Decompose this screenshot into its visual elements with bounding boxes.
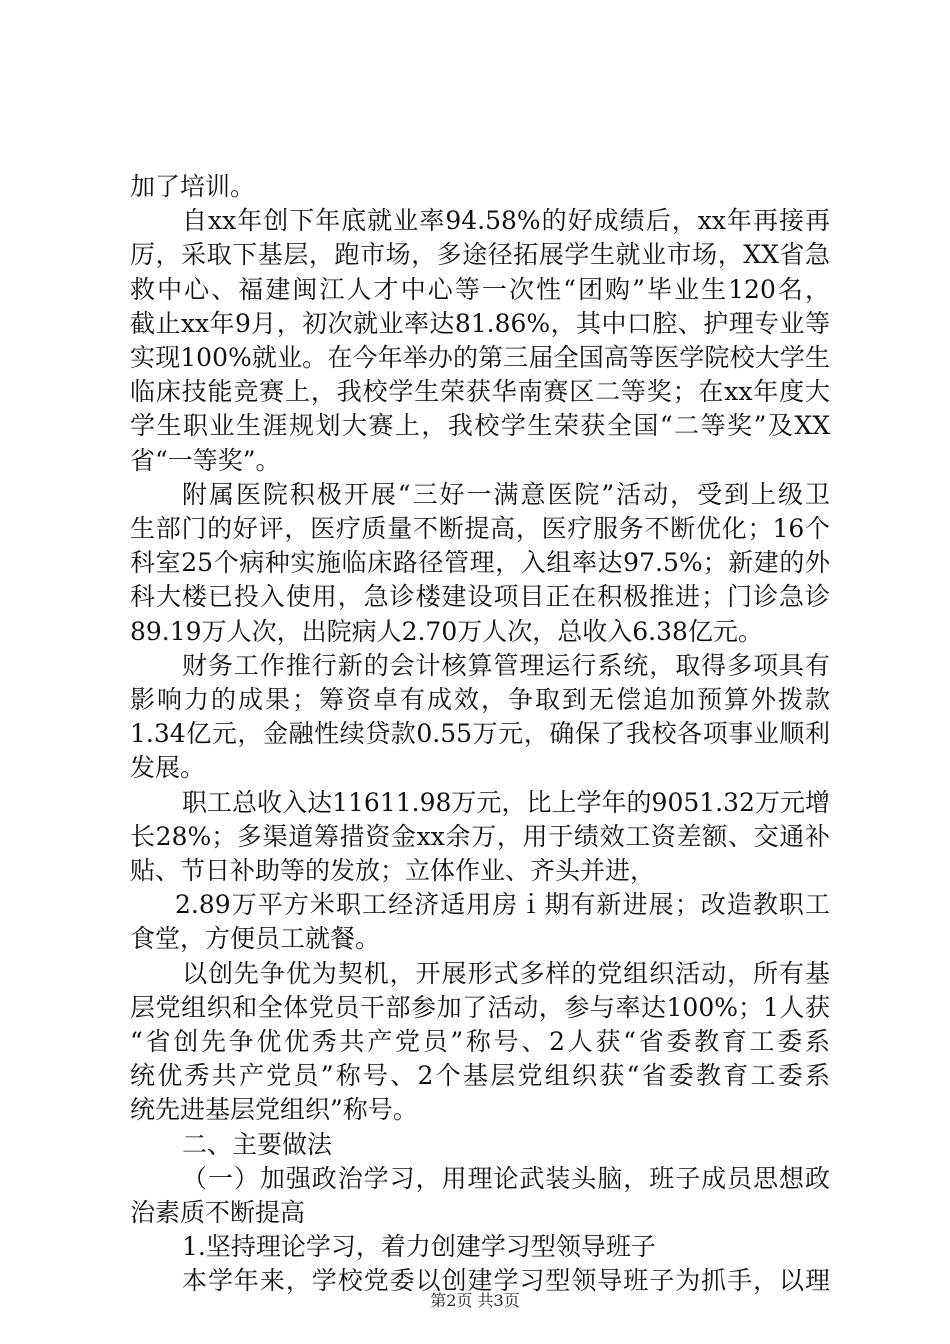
text-line: 自xx年创下年底就业率94.58%的好成绩后，xx年再接再: [182, 206, 830, 236]
text-line: 统先进基层党组织”称号。: [130, 1095, 418, 1125]
text-line: 食堂，方便员工就餐。: [130, 924, 381, 954]
text-line: “省创先争优优秀共产党员”称号、2人获“省委教育工委系: [130, 1027, 830, 1056]
text-line: 2.89万平方米职工经济适用房ｉ期有新进展；改造教职工: [175, 890, 830, 920]
text-line: 省“一等奖”。: [130, 445, 281, 475]
text-line: 1.34亿元，金融性续贷款0.55万元，确保了我校各项事业顺利: [130, 719, 830, 749]
text-line: 发展。: [130, 753, 206, 783]
text-line: 科大楼已投入使用，急诊楼建设项目正在积极推进；门诊急诊: [130, 582, 830, 612]
text-line: 89.19万人次，出院病人2.70万人次，总收入6.38亿元。: [130, 616, 763, 646]
text-line: 学生职业生涯规划大赛上，我校学生荣获全国“二等奖”及XX: [130, 411, 830, 441]
text-line: 救中心、福建闽江人才中心等一次性“团购”毕业生120名，: [130, 274, 830, 304]
text-line: 长28%；多渠道筹措资金xx余万，用于绩效工资差额、交通补: [130, 821, 830, 851]
text-line: 科室25个病种实施临床路径管理，入组率达97.5%；新建的外: [130, 548, 830, 578]
text-line: 厉，采取下基层，跑市场，多途径拓展学生就业市场，XX省急: [130, 240, 830, 270]
text-line: 加了培训。: [130, 172, 256, 201]
text-line: 财务工作推行新的会计核算管理运行系统，取得多项具有: [182, 650, 830, 680]
text-line: 贴、节日补助等的发放；立体作业、齐头并进，: [130, 856, 656, 885]
text-line: 实现100%就业。在今年举办的第三届全国高等医学院校大学生: [130, 343, 830, 372]
text-line: 以创先争优为契机，开展形式多样的党组织活动，所有基: [182, 958, 830, 988]
text-line: 层党组织和全体党员干部参加了活动，参与率达100%；1人获: [130, 992, 830, 1022]
text-line: 影响力的成果；筹资卓有成效，争取到无偿追加预算外拨款: [130, 685, 830, 714]
text-line: （一）加强政治学习，用理论武装头脑，班子成员思想政: [182, 1163, 830, 1193]
text-line: 治素质不断提高: [130, 1198, 306, 1227]
text-line: 附属医院积极开展“三好一满意医院”活动，受到上级卫: [182, 479, 830, 509]
text-line: 1.坚持理论学习，着力创建学习型领导班子: [182, 1232, 656, 1262]
page-number: 第2页 共3页: [430, 1291, 520, 1310]
text-line: 本学年来，学校党委以创建学习型领导班子为抓手，以理: [182, 1266, 830, 1296]
text-line: 统优秀共产党员”称号、2个基层党组织获“省委教育工委系: [130, 1061, 830, 1091]
text-line: 生部门的好评，医疗质量不断提高，医疗服务不断优化；16个: [130, 514, 830, 543]
text-line: 职工总收入达11611.98万元，比上学年的9051.32万元增: [182, 787, 830, 817]
text-line: 临床技能竞赛上，我校学生荣获华南赛区二等奖；在xx年度大: [130, 377, 830, 407]
text-line: 截止xx年9月，初次就业率达81.86%，其中口腔、护理专业等: [130, 308, 830, 338]
text-line: 二、主要做法: [182, 1129, 333, 1159]
